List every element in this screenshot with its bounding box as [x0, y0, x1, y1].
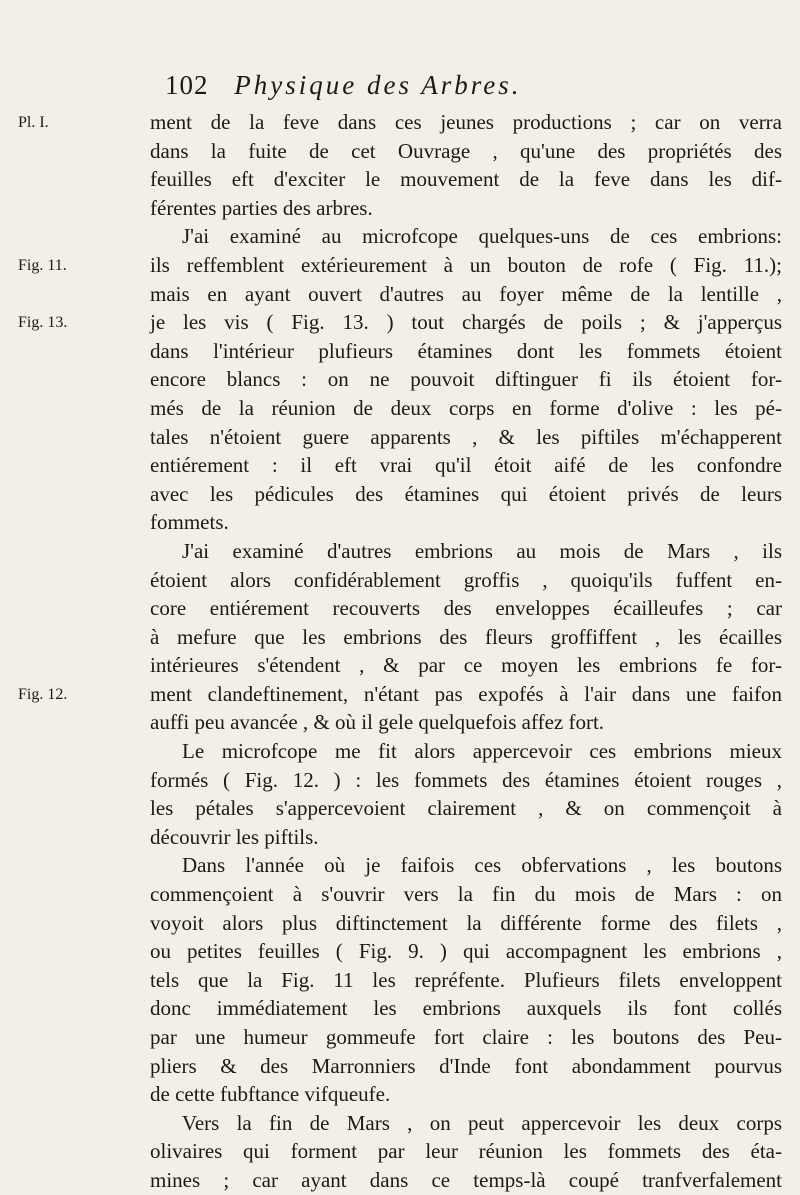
- text-line: férentes parties des arbres.: [150, 195, 373, 220]
- text-line: més de la réunion de deux corps en forme d'olive : les pé-: [150, 395, 782, 420]
- text-line: tales n'étoient guere apparents , & les piftiles m'échapperent: [150, 424, 782, 449]
- text-line: je les vis ( Fig. 13. ) tout chargés de poils ; & j'apperçus: [150, 310, 782, 335]
- running-head: [165, 70, 725, 101]
- margin-note: Fig. 12.: [18, 686, 68, 703]
- body-text: [150, 108, 782, 1195]
- text-line: dans l'intérieur plufieurs étamines dont les fommets étoient: [150, 338, 782, 363]
- text-line: voyoit alors plus diftinctement la différente forme des filets ,: [150, 910, 782, 935]
- text-line: ment de la feve dans ces jeunes productions ; car on verra: [150, 110, 782, 134]
- text-line: tels que la Fig. 11 les repréfente. Plufieurs filets enveloppent: [150, 967, 782, 992]
- margin-note: Fig. 11.: [18, 257, 67, 274]
- text-line: ou petites feuilles ( Fig. 9. ) qui accompagnent les embrions ,: [150, 939, 782, 964]
- text-line: à mefure que les embrions des fleurs groffiffent , les écailles: [150, 624, 782, 649]
- text-line: de cette fubftance vifqueufe.: [150, 1082, 391, 1107]
- text-line: étoient alors confidérablement groffis , quoiqu'ils fuffent en-: [150, 567, 782, 592]
- text-line: avec les pédicules des étamines qui étoient privés de leurs: [150, 481, 782, 506]
- text-line: par une humeur gommeufe fort claire : les boutons des Peu-: [150, 1025, 782, 1049]
- text-line: J'ai examiné au microfcope quelques-uns de ces embrions:: [182, 224, 782, 249]
- text-line: Vers la fin de Mars , on peut appercevoir les deux corps: [182, 1110, 782, 1135]
- text-line: J'ai examiné d'autres embrions au mois de Mars , ils: [182, 538, 782, 563]
- text-line: olivaires qui forment par leur réunion les fommets des éta-: [150, 1139, 782, 1164]
- text-line: formés ( Fig. 12. ) : les fommets des étamines étoient rouges ,: [150, 767, 782, 792]
- text-line: Dans l'année où je faifois ces obfervations , les boutons: [182, 853, 782, 878]
- text-line: intérieures s'étendent , & par ce moyen les embrions fe for-: [150, 653, 782, 678]
- text-line: mais en ayant ouvert d'autres au foyer même de la lentille ,: [150, 281, 782, 306]
- margin-note: Fig. 13.: [18, 314, 68, 332]
- page-number: 102: [165, 70, 209, 100]
- text-line: donc immédiatement les embrions auxquels ils font collés: [150, 996, 782, 1021]
- text-line: core entiérement recouverts des enveloppes écailleufes ; car: [150, 596, 782, 621]
- text-line: les pétales s'appercevoient clairement , & on commençoit à: [150, 796, 782, 821]
- running-title: Physique des Arbres.: [234, 70, 522, 100]
- margin-note: Pl. I.: [18, 114, 49, 131]
- text-line: fommets.: [150, 510, 229, 535]
- text-line: entiérement : il eft vrai qu'il étoit aifé de les confondre: [150, 453, 782, 478]
- text-line: découvrir les piftils.: [150, 824, 319, 849]
- text-line: mines ; car ayant dans ce temps-là coupé tranfverfalement: [150, 1167, 782, 1192]
- text-line: auffi peu avancée , & où il gele quelquefois affez fort.: [150, 710, 605, 735]
- text-line: ils reffemblent extérieurement à un bouton de rofe ( Fig. 11.);: [150, 252, 782, 277]
- text-line: ment clandeftinement, n'étant pas expofés à l'air dans une faifon: [150, 681, 782, 706]
- text-line: encore blancs : on ne pouvoit diftinguer fi ils étoient for-: [150, 367, 782, 392]
- text-line: pliers & des Marronniers d'Inde font abondamment pourvus: [150, 1053, 782, 1078]
- text-line: feuilles eft d'exciter le mouvement de la feve dans les dif-: [150, 167, 782, 192]
- text-line: dans la fuite de cet Ouvrage , qu'une des propriétés des: [150, 138, 782, 163]
- text-line: commençoient à s'ouvrir vers la fin du mois de Mars : on: [150, 882, 782, 907]
- text-line: Le microfcope me fit alors appercevoir ces embrions mieux: [182, 739, 782, 764]
